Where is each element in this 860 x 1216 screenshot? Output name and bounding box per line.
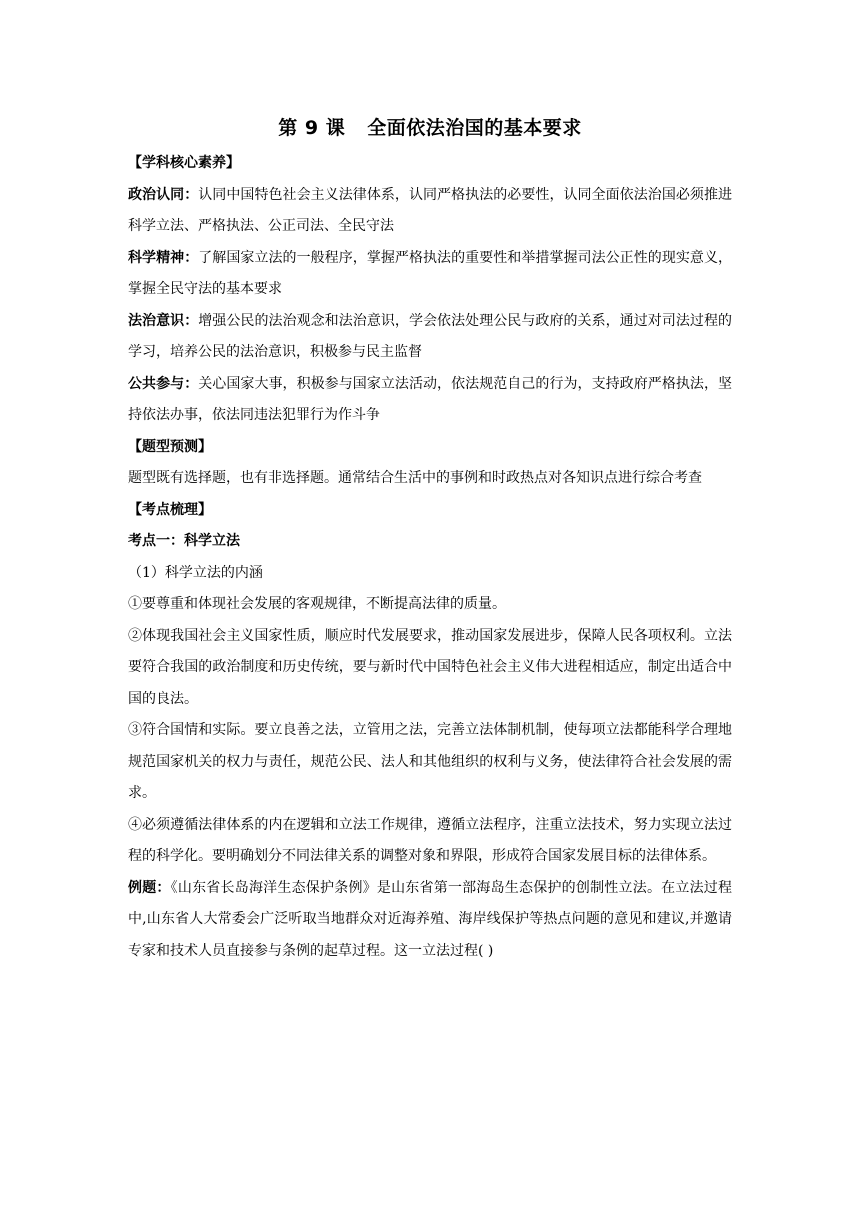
page-title	[128, 112, 732, 144]
document-body	[128, 112, 732, 967]
core-text: 了解国家立法的一般程序，掌握严格执法的重要性和举措掌握司法公正性的现实意义，掌握全民守法的基本要求	[128, 249, 733, 297]
core-item-political	[128, 180, 732, 243]
example-label: 例题：	[128, 879, 171, 896]
example-text: 《山东省长岛海洋生态保护条例》是山东省第一部海岛生态保护的创制性立法。在立法过程中,山东省人大常委会广泛听取当地群众对近海养殖、海岸线保护等热点问题的意见和建议,并邀请专家和技术人员直接参与条例的起草过程。这一立法过程( )	[128, 879, 733, 959]
section-heading-predict: 【题型预测】	[128, 438, 212, 455]
core-text: 认同中国特色社会主义法律体系，认同严格执法的必要性，认同全面依法治国必须推进科学立法、严格执法、公正司法、全民守法	[128, 186, 733, 234]
example-paragraph	[128, 873, 732, 968]
core-text: 增强公民的法治观念和法治意识，学会依法处理公民与政府的关系，通过对司法过程的学习，培养公民的法治意识，积极参与民主监督	[128, 312, 733, 360]
core-item-law	[128, 306, 732, 369]
title-main: 全面依法治国的基本要求	[367, 117, 582, 139]
predict-text: 题型既有选择题，也有非选择题。通常结合生活中的事例和时政热点对各知识点进行综合考查	[128, 470, 702, 486]
core-label: 科学精神：	[128, 249, 199, 266]
core-item-science	[128, 243, 732, 306]
list-item: ①要尊重和体现社会发展的客观规律，不断提高法律的质量。	[128, 596, 506, 612]
point1-title: 考点一：科学立法	[128, 533, 240, 549]
section-heading-points: 【考点梳理】	[128, 501, 212, 518]
core-label: 政治认同：	[128, 186, 199, 203]
section-heading-core: 【学科核心素养】	[128, 155, 240, 171]
list-item: ③符合国情和实际。要立良善之法，立管用之法，完善立法体制机制，使每项立法都能科学合理地规范国家机关的权力与责任，规范公民、法人和其他组织的权利与义务，使法律符合社会发展的需求。	[128, 722, 732, 801]
list-item: ④必须遵循法律体系的内在逻辑和立法工作规律，遵循立法程序，注重立法技术，努力实现立法过程的科学化。要明确划分不同法律关系的调整对象和界限，形成符合国家发展目标的法律体系。	[128, 816, 732, 864]
title-lesson: 第 9 课	[278, 117, 346, 139]
sub-heading: （1）科学立法的内涵	[128, 564, 263, 581]
core-text: 关心国家大事，积极参与国家立法活动，依法规范自己的行为，支持政府严格执法，坚持依法办事，依法同违法犯罪行为作斗争	[128, 375, 733, 423]
list-item: ②体现我国社会主义国家性质，顺应时代发展要求，推动国家发展进步，保障人民各项权利。立法要符合我国的政治制度和历史传统，要与新时代中国特色社会主义伟大进程相适应，制定出适合中国的良法。	[128, 627, 732, 707]
core-label: 公共参与：	[128, 375, 199, 392]
core-label: 法治意识：	[128, 312, 199, 329]
core-item-public	[128, 369, 732, 432]
